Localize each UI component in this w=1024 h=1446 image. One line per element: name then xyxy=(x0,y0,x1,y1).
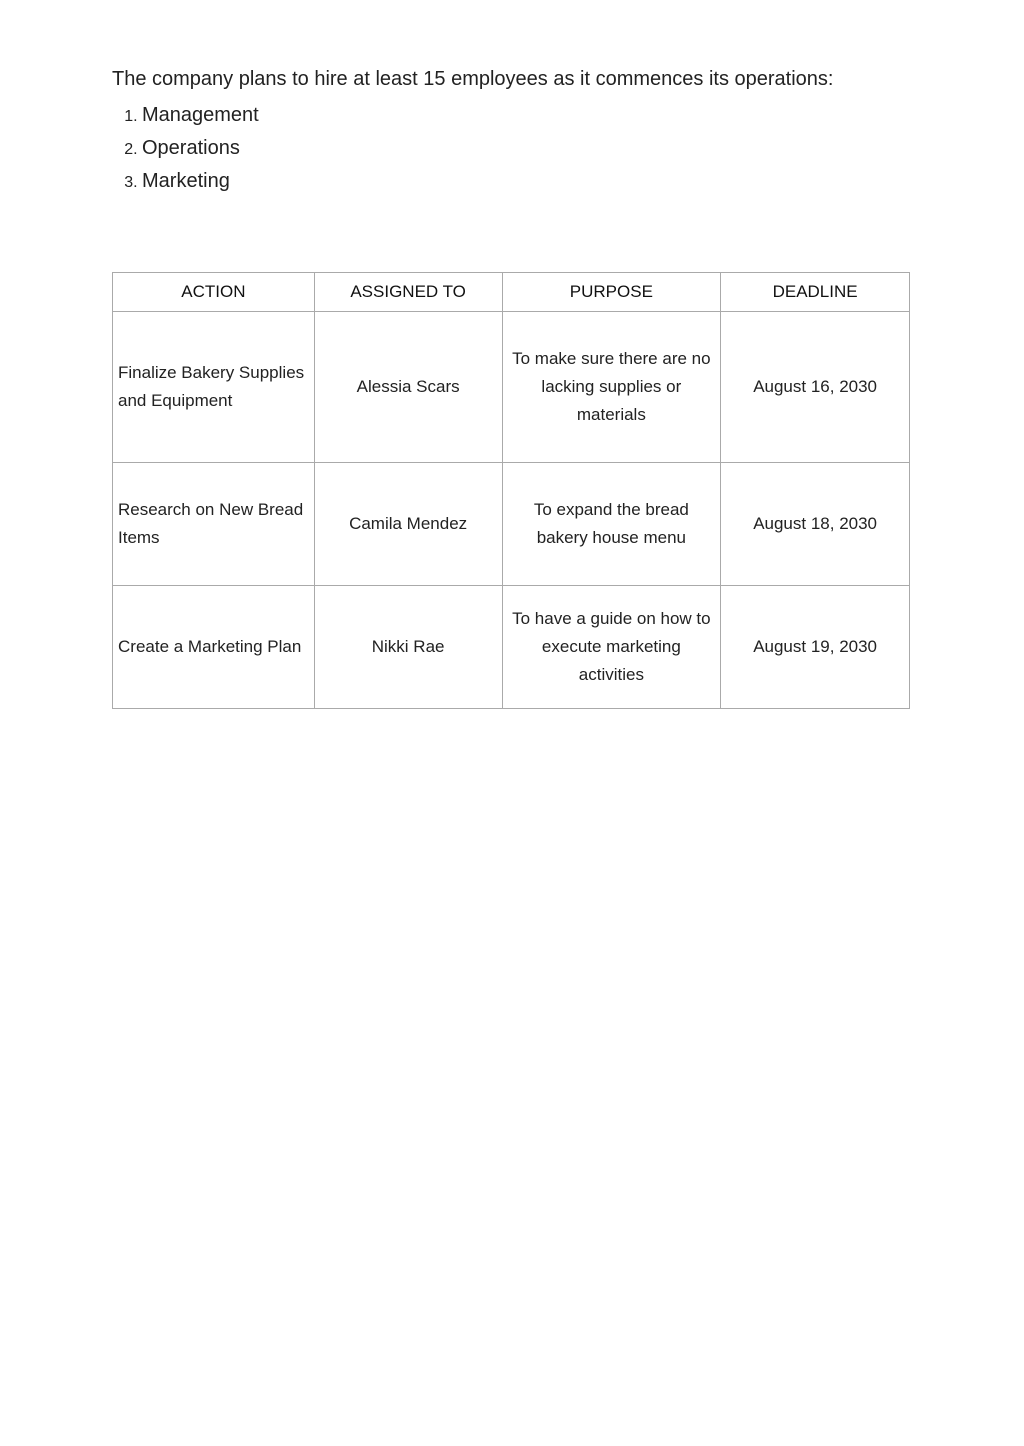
list-item: 2. Operations xyxy=(142,133,259,166)
list-item: 3. Marketing xyxy=(142,166,259,199)
table-header-row xyxy=(113,273,910,312)
header-assigned-to: ASSIGNED TO xyxy=(314,273,502,312)
assigned-cell: Nikki Rae xyxy=(314,586,502,709)
assigned-cell: Camila Mendez xyxy=(314,463,502,586)
purpose-cell: To have a guide on how to execute marketing activities xyxy=(502,586,721,709)
purpose-cell: To make sure there are no lacking supplies or materials xyxy=(502,312,721,463)
assigned-cell: Alessia Scars xyxy=(314,312,502,463)
intro-text: The company plans to hire at least 15 employees as it commences its operations: xyxy=(112,68,834,90)
deadline-cell: August 19, 2030 xyxy=(721,586,910,709)
header-purpose: PURPOSE xyxy=(502,273,721,312)
action-plan-table xyxy=(112,272,910,709)
header-action: ACTION xyxy=(113,273,315,312)
action-cell: Finalize Bakery Supplies and Equipment xyxy=(113,312,315,463)
table-row xyxy=(113,312,910,463)
action-cell: Create a Marketing Plan xyxy=(113,586,315,709)
table-row xyxy=(113,586,910,709)
list-item: 1. Management xyxy=(142,100,259,133)
deadline-cell: August 16, 2030 xyxy=(721,312,910,463)
department-list xyxy=(112,100,259,199)
action-cell: Research on New Bread Items xyxy=(113,463,315,586)
purpose-cell: To expand the bread bakery house menu xyxy=(502,463,721,586)
table-row xyxy=(113,463,910,586)
header-deadline: DEADLINE xyxy=(721,273,910,312)
deadline-cell: August 18, 2030 xyxy=(721,463,910,586)
